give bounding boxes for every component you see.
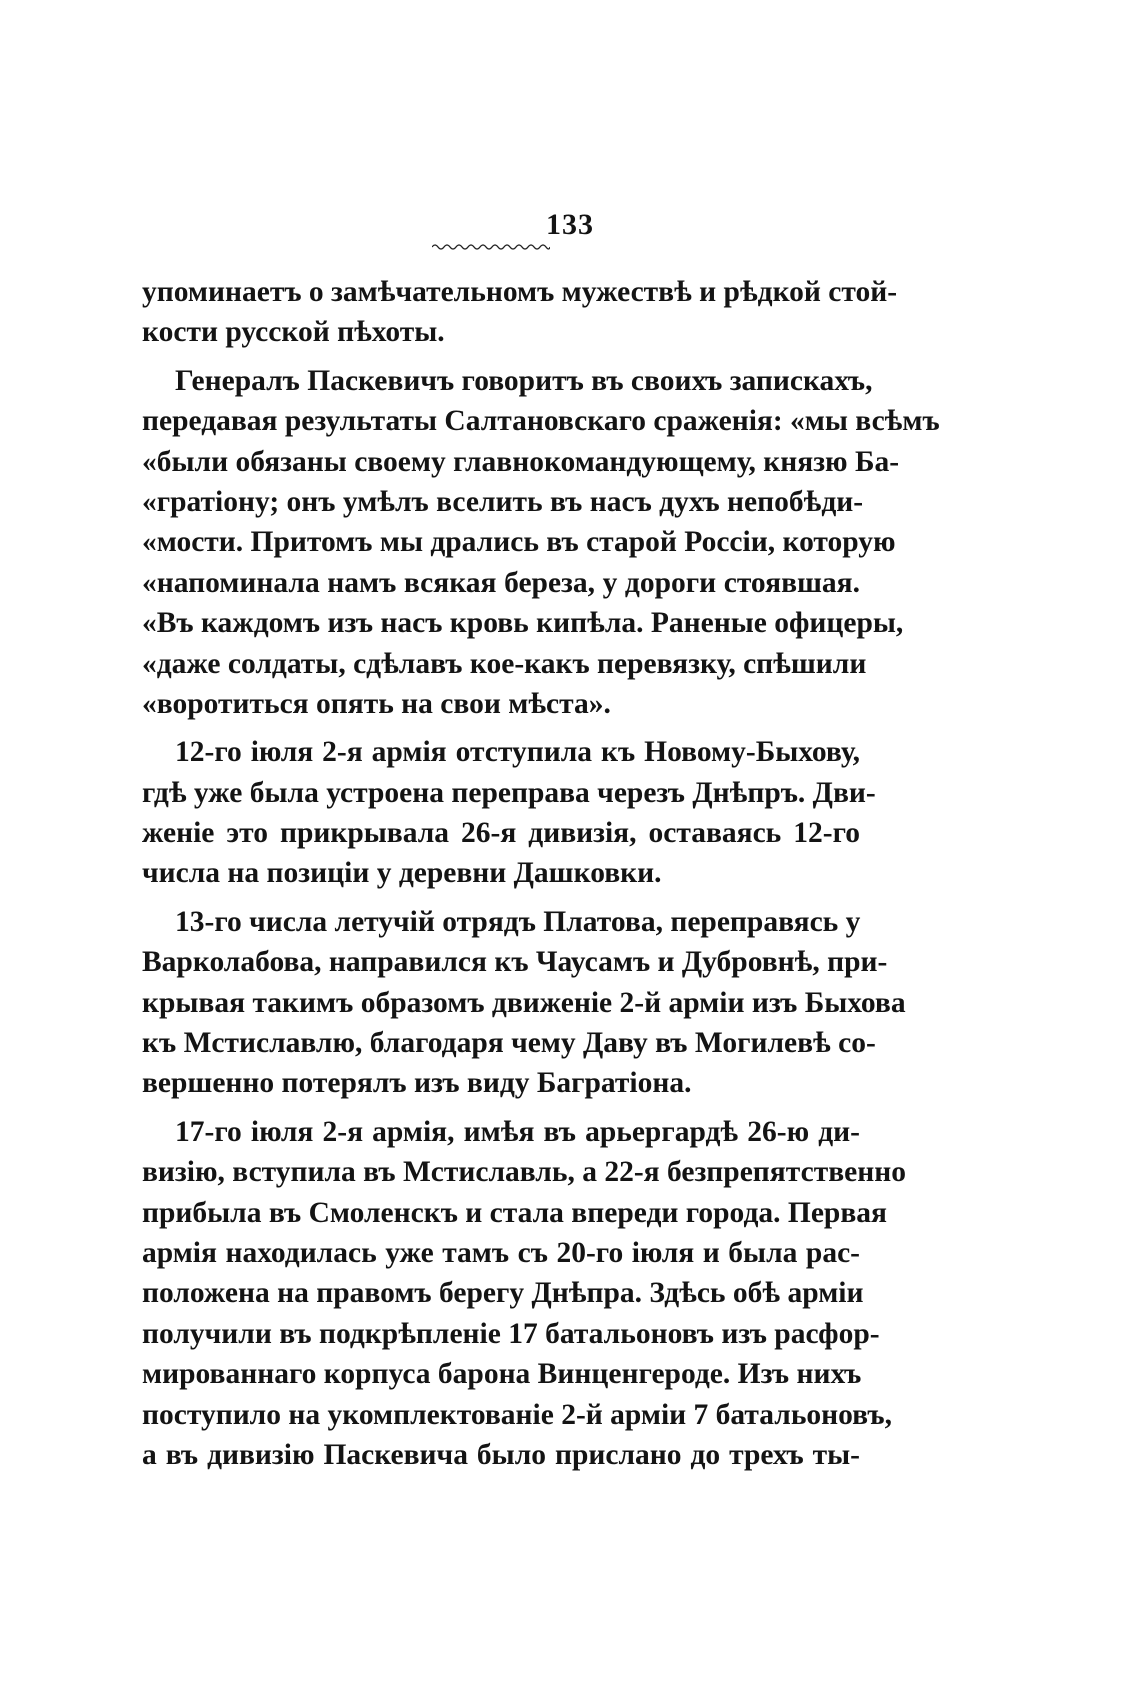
text-line: «были обязаны своему главнокомандующему, князю Ба- xyxy=(142,445,900,478)
text-line: поступило на укомплектованіе 2-й арміи 7 батальоновъ, xyxy=(142,1398,892,1431)
text-line: «даже солдаты, сдѣлавъ кое-какъ перевязку, спѣшили xyxy=(142,647,867,680)
text-line: упоминаетъ о замѣчательномъ мужествѣ и рѣдкой стой- xyxy=(142,276,898,308)
text-line: «Въ каждомъ изъ насъ кровь кипѣла. Раненые офицеры, xyxy=(142,607,904,640)
text-line: 12-го іюля 2-я армія отступила къ Новому-Быхову, xyxy=(175,736,860,769)
text-line: получили въ подкрѣпленіе 17 батальоновъ изъ расфор- xyxy=(142,1317,880,1350)
text-line: армія находилась уже тамъ съ 20-го іюля и была рас- xyxy=(142,1236,860,1269)
text-line: «мости. Притомъ мы дрались въ старой Россіи, которую xyxy=(142,526,896,559)
text-line: кости русской пѣхоты. xyxy=(142,316,445,349)
text-line: «воротиться опять на свои мѣста». xyxy=(142,687,611,720)
text-line: 17-го іюля 2-я армія, имѣя въ арьергардѣ 26-ю ди- xyxy=(175,1115,860,1148)
text-line: передавая результаты Салтановскаго сраженія: «мы всѣмъ xyxy=(142,405,940,438)
text-line: числа на позиціи у деревни Дашковки. xyxy=(142,857,662,890)
paragraph-1 xyxy=(142,272,898,353)
text-line: 13-го числа летучій отрядъ Платова, переправясь у xyxy=(175,905,861,938)
text-line: визію, вступила въ Мстиславль, а 22-я безпрепятственно xyxy=(142,1156,906,1189)
text-line: мированнаго корпуса барона Винценгероде. Изъ нихъ xyxy=(142,1358,862,1391)
paragraph-2 xyxy=(142,361,940,725)
text-line: гдѣ уже была устроена переправа черезъ Днѣпръ. Дви- xyxy=(142,776,876,809)
text-line: вершенно потерялъ изъ виду Багратіона. xyxy=(142,1067,692,1100)
text-line: Генералъ Паскевичъ говоритъ въ своихъ запискахъ, xyxy=(175,364,873,397)
paragraph-5 xyxy=(142,1112,906,1476)
text-line: а въ дивизію Паскевича было прислано до трехъ ты- xyxy=(142,1438,860,1471)
text-line: женіе это прикрывала 26-я дивизія, оставаясь 12-го xyxy=(142,817,860,850)
text-line: «напоминала намъ всякая береза, у дороги стоявшая. xyxy=(142,566,860,599)
text-line: крывая такимъ образомъ движеніе 2-й арміи изъ Быхова xyxy=(142,986,906,1019)
text-line: прибыла въ Смоленскъ и стала впереди города. Первая xyxy=(142,1196,887,1229)
page-header xyxy=(0,208,1140,252)
paragraph-3 xyxy=(142,732,876,894)
text-line: «гратіону; онъ умѣлъ вселить въ насъ духъ непобѣди- xyxy=(142,485,864,518)
page-number: 133 xyxy=(546,208,594,241)
text-line: Варколабова, направился къ Чаусамъ и Дубровнѣ, при- xyxy=(142,946,888,979)
paragraph-4 xyxy=(142,902,906,1104)
text-line: къ Мстиславлю, благодаря чему Даву въ Могилевѣ со- xyxy=(142,1027,876,1060)
body-text xyxy=(142,272,940,1475)
text-line: положена на правомъ берегу Днѣпра. Здѣсь обѣ арміи xyxy=(142,1277,864,1310)
wavy-rule-ornament xyxy=(432,242,550,252)
